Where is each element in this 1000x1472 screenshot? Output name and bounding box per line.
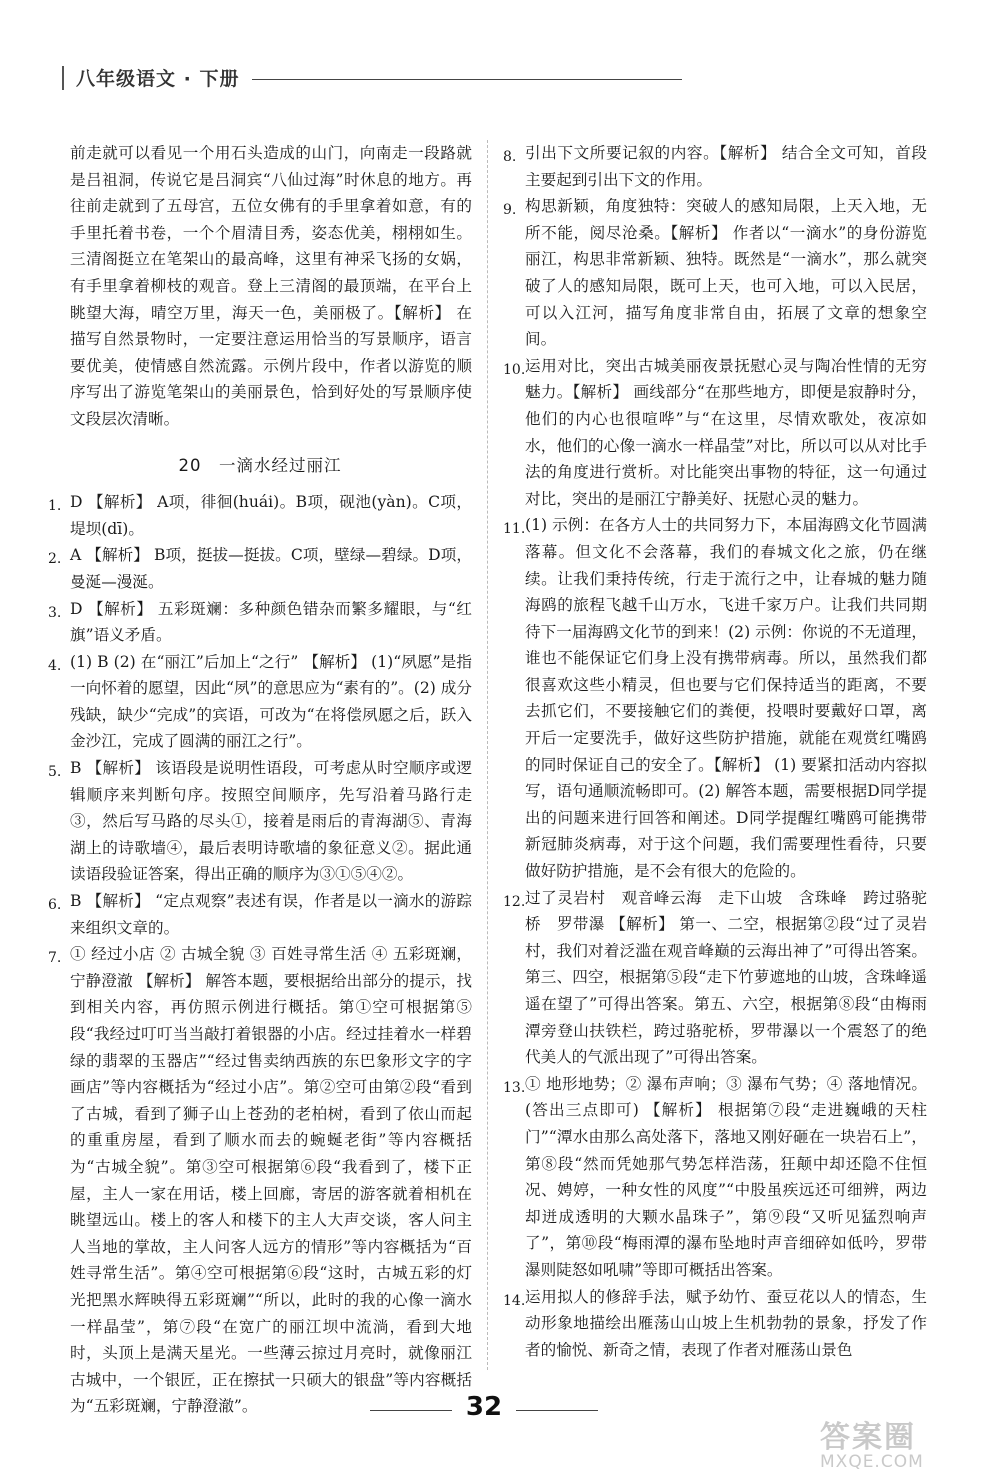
item-text: D 【解析】 五彩斑斓：多种颜色错杂而繁多耀眼，与“红旗”语义矛盾。 xyxy=(70,599,472,645)
item-number: 4. xyxy=(48,657,62,674)
header-title: 八年级语文 · 下册 xyxy=(76,68,240,90)
intro-paragraph: 前走就可以看见一个用石头造成的山门，向南走一段路就是吕祖洞，传说它是吕洞宾“八仙过海”时休息的地方。再往前走就到了五母宫，五位女佛有的手里拿着如意，有的手里托着书卷，一个个眉清目秀，姿态优美，栩栩如生。三清阁挺立在笔架山的最高峰，这里有神采飞扬的女娲，有手里拿着柳枝的观音。登上三清阁的最顶端，在平台上眺望大海，晴空万里，海天一色，美丽极了。【解析】 在描写自然景物时，一定要注意运用恰当的写景顺序，语言要优美，使情感自然流露。示例片段中，作者以游览的顺序写出了游览笔架山的美丽景色，恰到好处的写景顺序使文段层次清晰。 xyxy=(70,144,472,428)
footer-rule-right xyxy=(516,1410,598,1411)
item-text: ① 地形地势；② 瀑布声响；③ 瀑布气势；④ 落地情况。(答出三点即可) 【解析】 根据第⑦段“走进巍峨的天柱门”“潭水由那么高处落下，落地又刚好砸在一块岩石上”，第⑧段“然而凭她那气势怎样浩荡，狂颠中却还隐不住恒况、娉婷，一种女性的风度”“中股虽疾远还可细辨，两边却迸成透明的大颗水晶珠子”，第⑨段“又听见猛烈响声了”，第⑩段“梅雨潭的瀑布坠地时声音细碎如低吟，罗带瀑则陡怒如吼啸”等即可概括出答案。 xyxy=(525,1074,927,1279)
answer-item xyxy=(503,353,927,513)
item-number: 2. xyxy=(48,551,62,568)
answer-item xyxy=(48,542,472,595)
answer-item xyxy=(503,512,927,884)
page-number: 32 xyxy=(465,1392,503,1422)
item-number: 5. xyxy=(48,764,62,781)
item-number: 9. xyxy=(503,202,517,219)
item-number: 14. xyxy=(503,1292,526,1309)
page-header xyxy=(62,62,622,92)
answer-item xyxy=(503,1284,927,1364)
watermark-text: 答案圈 xyxy=(820,1420,916,1455)
item-text: ① 经过小店 ② 古城全貌 ③ 百姓寻常生活 ④ 五彩斑斓，宁静澄澈 【解析】 解答本题，要根据给出部分的提示，找到相关内容，再仿照示例进行概括。第①空可根据第⑤段“我经过叮叮当当敲打着银器的小店。经过挂着水一样碧绿的翡翠的玉器店”“经过售卖纳西族的东巴象形文字的字画店”等内容概括为“经过小店”。第②空可由第②段“看到了古城，看到了狮子山上苍劲的老柏树，看到了依山而起的重重房屋，看到了顺水而去的蜿蜒老街”等内容概括为“古城全貌”。第③空可根据第⑥段“我看到了，楼下正屋，主人一家在用话，楼上回廊，寄居的游客就着相机在眺望远山。楼上的客人和楼下的主人大声交谈，客人问主人当地的掌故，主人问客人远方的情形”等内容概括为“百姓寻常生活”。第④空可根据第⑥段“这时，古城五彩的灯光把黑水辉映得五彩斑斓”“所以，此时的我的心像一滴水一样晶莹”，第⑦段“在宽广的丽江坝中流淌，看到大地时，头顶上是满天星光。一些薄云掠过月亮时，就像丽江古城中，一个银匠，正在擦拭一只硕大的银盘”等内容概括为“五彩斑斓，宁静澄澈”。 xyxy=(70,945,472,1416)
right-column xyxy=(503,140,927,1363)
item-text: B 【解析】 “定点观察”表述有误，作者是以一滴水的游踪来组织文章的。 xyxy=(70,892,472,937)
item-text: D 【解析】 A项，徘徊(huái)。B项，砚池(yàn)。C项，堤坝(dī)。 xyxy=(70,493,472,538)
column-divider xyxy=(487,140,488,1370)
item-text: (1) 示例：在各方人士的共同努力下，本届海鸥文化节圆满落幕。但文化不会落幕，我们的春城文化之旅，仍在继续。让我们秉持传统，行走于流行之中，让春城的魅力随海鸥的旅程飞越千山万水，飞进千家万户。让我们共同期待下一届海鸥文化节的到来！(2) 示例：你说的不无道理，谁也不能保证它们身上没有携带病毒。所以，虽然我们都很喜欢这些小精灵，但也要与它们保持适当的距离，不要去抓它们，不要接触它们的粪便，投喂时要戴好口罩，离开后一定要洗手，做好这些防护措施，就能在观赏红嘴鸥的同时保证自己的安全了。【解析】 (1) 要紧扣活动内容拟写，语句通顺流畅即可。(2) 解答本题，需要根据D同学提出的问题来进行回答和阐述。D同学提醒红嘴鸥可能携带新冠肺炎病毒，对于这个问题，我们需要理性看待，只要做好防护措施，是不会有很大的危险的。 xyxy=(525,516,927,881)
item-text: 引出下文所要记叙的内容。【解析】 结合全文可知，首段主要起到引出下文的作用。 xyxy=(525,144,927,189)
answer-item xyxy=(503,193,927,353)
item-number: 13. xyxy=(503,1079,526,1096)
item-text: 运用拟人的修辞手法，赋予幼竹、蚕豆花以人的情态，生动形象地描绘出雁荡山山坡上生机勃勃的景象，抒发了作者的愉悦、新奇之情，表现了作者对雁荡山景色 xyxy=(525,1287,927,1359)
answer-item xyxy=(503,885,927,1071)
answer-item xyxy=(48,755,472,888)
watermark-url: MXQE.COM xyxy=(820,1452,924,1472)
item-number: 12. xyxy=(503,893,526,910)
left-column xyxy=(48,140,472,1420)
item-number: 8. xyxy=(503,149,517,165)
answer-item xyxy=(503,140,927,193)
item-text: (1) B (2) 在“丽江”后加上“之行” 【解析】 (1)“夙愿”是指一向怀着的愿望，因此“夙”的意思应为“素有的”。(2) 成分残缺，缺少“完成”的宾语，可改为“在将偿夙愿之后，跃入金沙江，完成了圆满的丽江之行”。 xyxy=(70,652,472,751)
section-title: 20 一滴水经过丽江 xyxy=(178,455,342,475)
answer-item xyxy=(48,596,472,649)
item-number: 6. xyxy=(48,897,62,914)
header-bar xyxy=(62,66,64,90)
answer-item xyxy=(48,941,472,1420)
item-number: 10. xyxy=(503,361,526,378)
watermark-logo xyxy=(820,1412,924,1472)
item-text: 运用对比，突出古城美丽夜景抚慰心灵与陶冶性情的无穷魅力。【解析】 画线部分“在那些地方，即便是寂静时分，他们的内心也很喧哗”与“在这里，尽情欢歌处，夜凉如水，他们的心像一滴水一样晶莹”对比，所以可以从对比手法的角度进行赏析。对比能突出事物的特征，这一句通过对比，突出的是丽江宁静美好、抚慰心灵的魅力。 xyxy=(525,356,927,508)
item-number: 11. xyxy=(503,521,526,538)
item-text: B 【解析】 该语段是说明性语段，可考虑从时空顺序或逻辑顺序来判断句序。按照空间顺序，先写沿着马路行走③，然后写马路的尽头①，接着是雨后的青海湖⑤、青海湖上的诗歌墙④，最后表明诗歌墙的象征意义②。据此通读语段验证答案，得出正确的顺序为③①⑤④②。 xyxy=(70,759,472,884)
item-text: 构思新颖，角度独特：突破人的感知局限，上天入地，无所不能，阅尽沧桑。【解析】 作者以“一滴水”的身份游览丽江，构思非常新颖、独特。既然是“一滴水”，那么就突破了人的感知局限，既可上天，也可入地，可以入民居，可以入江河，描写角度非常自由，拓展了文章的想象空间。 xyxy=(525,197,927,349)
answer-item xyxy=(48,649,472,755)
item-number: 3. xyxy=(48,604,62,621)
footer-rule-left xyxy=(370,1410,452,1411)
item-text: 过了灵岩村 观音峰云海 走下山坡 含珠峰 跨过骆驼桥 罗带瀑 【解析】 第一、二空，根据第②段“过了灵岩村，我们对着泛滥在观音峰巅的云海出神了”可得出答案。第三、四空，根据第⑤段“走下竹萝遮地的山坡，含珠峰遥遥在望了”可得出答案。第五、六空，根据第⑧段“由梅雨潭旁登山扶铁栏，跨过骆驼桥，罗带瀑以一个震怒了的绝代美人的气派出现了”可得出答案。 xyxy=(525,888,927,1067)
answer-item xyxy=(503,1071,927,1284)
item-text: A 【解析】 B项，挺拔—挺拔。C项，壁绿—碧绿。D项，曼涎—漫涎。 xyxy=(70,546,472,591)
item-number: 1. xyxy=(48,498,62,515)
answer-item xyxy=(48,888,472,941)
item-number: 7. xyxy=(48,950,62,967)
answer-item xyxy=(48,489,472,542)
header-rule xyxy=(252,79,682,80)
